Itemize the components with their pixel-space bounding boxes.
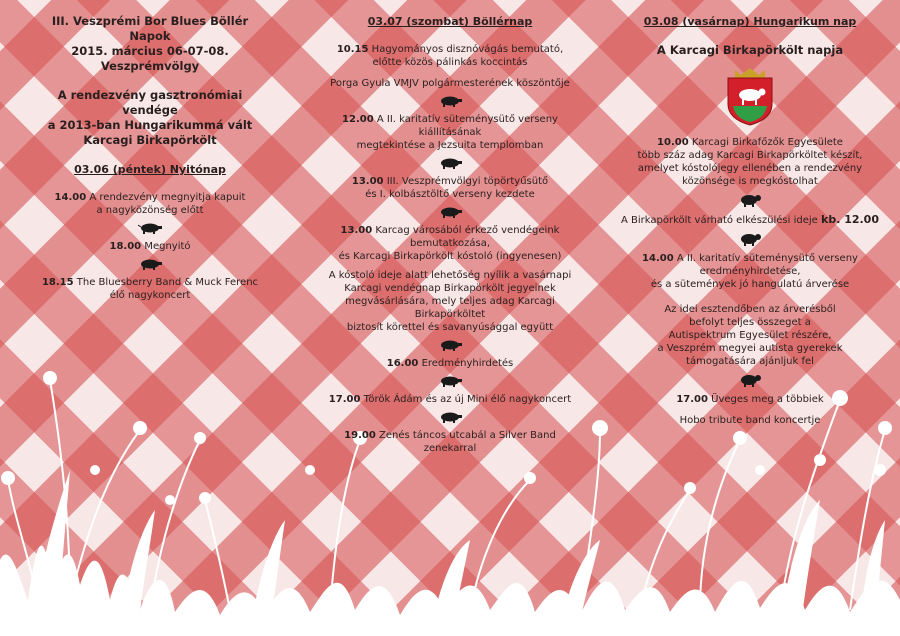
event-desc: A II. karitatív süteménysütő verseny [676, 253, 858, 264]
pig-icon [138, 258, 162, 270]
title-line: III. Veszprémi Bor Blues Böllér Napok [51, 14, 249, 43]
event-desc: Hagyományos disznóvágás bemutató, [371, 44, 564, 55]
note-line: A kóstoló ideje alatt lehetőség nyílik a vasárnapi [328, 270, 572, 281]
note-line: befolyt teljes összeget a [689, 317, 811, 328]
column-saturday [320, 14, 580, 455]
event-time: 17.00 [328, 394, 361, 405]
day-heading-friday: 03.06 (péntek) Nyitónap [74, 163, 226, 176]
program-item [30, 240, 270, 253]
note-line: Karcagi vendégnap Birkapörkölt jegyeinek [344, 283, 556, 294]
event-desc: Zenés táncos utcabál a Silver Band zenekarral [378, 430, 556, 454]
event-desc: megtekintése a Jezsuita templomban [356, 140, 544, 151]
event-desc: élő nagykoncert [109, 290, 191, 301]
event-desc: és Karcagi Birkapörkölt kóstoló (ingyenesen) [338, 251, 562, 262]
event-desc: és a sütemények jó hangulatú árverése [650, 279, 850, 290]
sheep-icon [739, 373, 761, 387]
event-time: 16.00 [386, 358, 419, 369]
event-desc: A rendezvény megnyitja kapuit [89, 192, 246, 203]
program-item [320, 43, 580, 69]
event-time: 14.00 [54, 192, 87, 203]
event-desc: a nagyközönség előtt [96, 205, 204, 216]
pig-icon [438, 411, 462, 423]
sheep-icon [739, 232, 761, 246]
event-time: 13.00 [351, 176, 384, 187]
charity-note [620, 303, 880, 368]
program-item [30, 191, 270, 217]
event-note [320, 269, 580, 334]
date-line: 2015. március 06-07-08. [71, 44, 229, 58]
guest-intro [30, 88, 270, 148]
location-line: Veszprémvölgy [100, 59, 200, 73]
guest-line: A rendezvény gasztronómiai vendége [57, 88, 243, 117]
event-desc: A Birkapörkölt várható elkészülési ideje [621, 215, 818, 226]
note-line: Az idei esztendőben az árverésből [664, 304, 836, 315]
pig-icon [438, 375, 462, 387]
day-heading-sunday: 03.08 (vasárnap) Hungarikum nap [643, 15, 857, 28]
sheep-icon [739, 193, 761, 207]
program-item [620, 252, 880, 291]
note-line: a Veszprém megyei autista gyerekek [657, 343, 843, 354]
event-title [30, 14, 270, 74]
pig-icon [438, 157, 462, 169]
pig-icon [438, 95, 462, 107]
event-time: 10.00 [657, 137, 689, 148]
event-desc: Üveges meg a többiek [711, 394, 824, 405]
event-time: 19.00 [344, 430, 376, 441]
pig-icon [138, 222, 162, 234]
event-time: 17.00 [676, 394, 708, 405]
guest-line: Karcagi Birkapörkölt [83, 133, 217, 147]
program-item [320, 175, 580, 201]
note-line: támogatására ajánljuk fel [686, 356, 814, 367]
event-time: kb. 12.00 [821, 213, 879, 226]
event-desc: amelyet kóstolójegy ellenében a rendezvény [637, 163, 863, 174]
note-line: biztosít körettel és savanyúsággal együtt [346, 322, 554, 333]
event-time: 18.00 [109, 241, 142, 252]
event-desc: és I. kolbásztöltő verseny kezdete [365, 189, 535, 200]
event-time: 10.15 [336, 44, 369, 55]
event-note: Porga Gyula VMJV polgármesterének köszöntője [330, 78, 570, 89]
event-time: 12.00 [342, 114, 374, 125]
program-item [320, 357, 580, 370]
day-subtitle: A Karcagi Birkapörkölt napja [656, 43, 844, 57]
guest-line: a 2013-ban Hungarikummá vált [47, 118, 253, 132]
event-desc: The Bluesberry Band & Muck Ferenc [76, 277, 259, 288]
event-desc: előtte közös pálinkás koccintás [372, 57, 528, 68]
program-item [620, 393, 880, 406]
event-desc: III. Veszprémvölgyi töpörtyűsütő [386, 176, 549, 187]
event-time: 13.00 [340, 225, 373, 236]
event-desc: közönsége is megkóstolhat [682, 176, 818, 187]
note-line: Autispektrum Egyesület részére, [668, 330, 832, 341]
program-item [30, 276, 270, 302]
event-desc: A II. karitatív süteménysütő verseny kiállításának [376, 114, 558, 138]
event-desc: eredményhirdetése, [699, 266, 801, 277]
event-desc: Megnyitó [144, 241, 191, 252]
event-desc: Karcagi Birkafőzők Egyesülete [691, 137, 843, 148]
program-item [320, 224, 580, 263]
event-time: 18.15 [41, 277, 74, 288]
program-item [320, 113, 580, 152]
column-sunday [620, 14, 880, 427]
event-desc: Török Ádám és az új Mini élő nagykoncert [363, 394, 572, 405]
pig-icon [438, 206, 462, 218]
program-item [320, 429, 580, 455]
event-desc: bemutatkozása, [410, 238, 490, 249]
column-friday [30, 14, 270, 302]
event-note: Hobo tribute band koncertje [679, 415, 821, 426]
program-item [620, 136, 880, 188]
note-line: megvásárlására, mely teljes adag Karcagi Birkapörköltet [345, 296, 555, 320]
event-desc: Eredményhirdetés [421, 358, 514, 369]
day-heading-saturday: 03.07 (szombat) Böllérnap [367, 15, 533, 28]
coat-of-arms-icon [725, 66, 775, 126]
event-time: 14.00 [642, 253, 674, 264]
event-desc: Karcag városából érkező vendégeink [375, 225, 560, 236]
pig-icon [438, 339, 462, 351]
event-desc: több száz adag Karcagi Birkapörköltet készít, [637, 150, 863, 161]
program-item [320, 393, 580, 406]
